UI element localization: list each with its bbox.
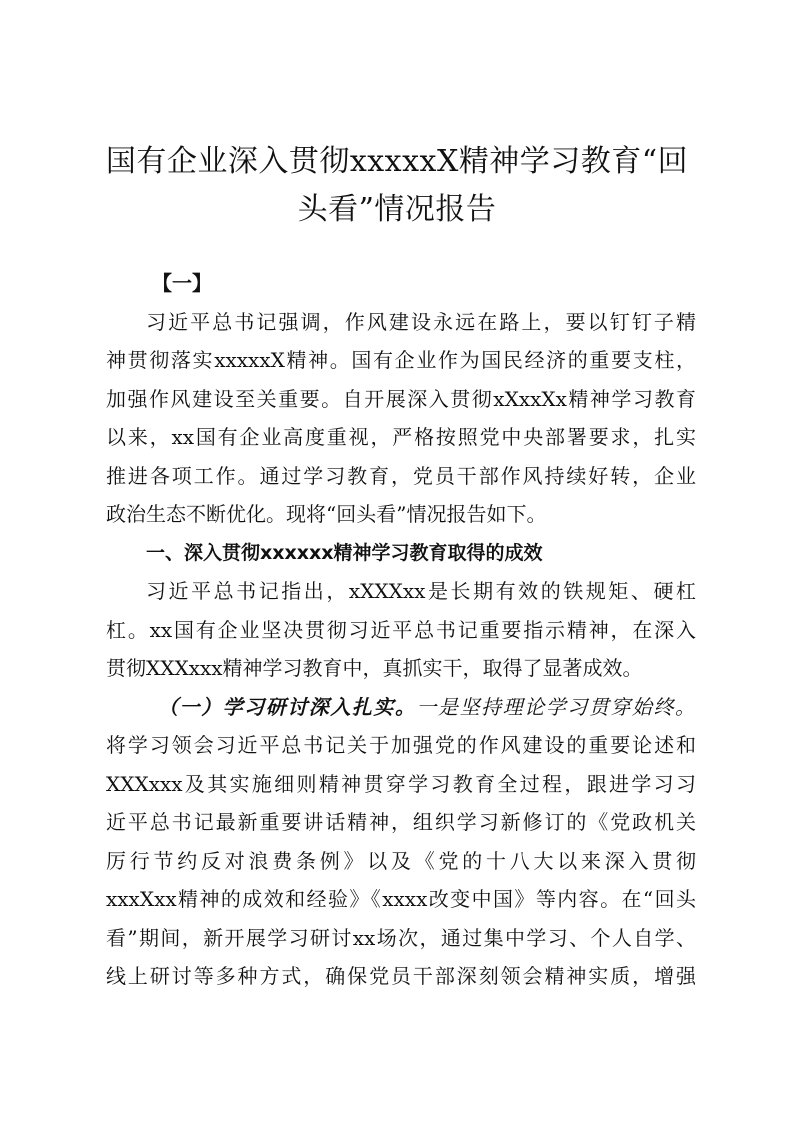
paragraph-3-line-3: 近平总书记最新重要讲话精神，组织学习新修订的《党政机关 [106, 810, 696, 834]
paragraph-2-line-1: 习近平总书记指出，xXXXxx是长期有效的铁规矩、硬杠 [146, 579, 696, 603]
subheading-1-line [106, 688, 696, 727]
paragraph-3-line-6: 看”期间，新开展学习研讨xx场次，通过集中学习、个人自学、 [106, 925, 696, 950]
subheading-1-rest: 一是坚持理论学习贯穿始终。 [416, 694, 696, 719]
document-title [100, 138, 694, 234]
section-label: 【一】 [152, 271, 212, 295]
paragraph-3-line-7: 线上研讨等多种方式，确保党员干部深刻领会精神实质，增强 [106, 964, 696, 988]
heading-1: 一、深入贯彻xxxxxx精神学习教育取得的成效 [146, 541, 543, 564]
document-body [106, 264, 696, 996]
paragraph-2-line-2: 杠。xx国有企业坚决贯彻习近平总书记重要指示精神，在深入 [106, 617, 696, 642]
paragraph-1-line-3: 加强作风建设至关重要。自开展深入贯彻xXxxXx精神学习教育 [106, 386, 696, 411]
paragraph-2-line-3: 贯彻XXXxxx精神学习教育中，真抓实干，取得了显著成效。 [106, 656, 643, 680]
paragraph-1-line-2: 神贯彻落实xxxxxX精神。国有企业作为国民经济的重要支柱， [106, 348, 696, 372]
paragraph-1-line-4: 以来，xx国有企业高度重视，严格按照党中央部署要求，扎实 [106, 425, 696, 449]
paragraph-1-line-1: 习近平总书记强调，作风建设永远在路上，要以钉钉子精 [146, 309, 696, 334]
paragraph-3-line-4: 厉行节约反对浪费条例》以及《党的十八大以来深入贯彻 [106, 848, 696, 873]
subheading-1-label: （一）学习研讨深入扎实。 [158, 694, 417, 719]
paragraph-1-line-6: 政治生态不断优化。现将“回头看”情况报告如下。 [106, 502, 547, 526]
paragraph-3-line-1: 将学习领会习近平总书记关于加强党的作风建设的重要论述和 [106, 733, 696, 757]
paragraph-3-line-2: XXXxxx及其实施细则精神贯穿学习教育全过程，跟进学习习 [106, 771, 696, 796]
paragraph-1-line-5: 推进各项工作。通过学习教育，党员干部作风持续好转，企业 [106, 463, 696, 488]
title-line-2: 头看”情况报告 [297, 192, 497, 227]
title-line-1: 国有企业深入贯彻xxxxxX精神学习教育“回 [105, 144, 689, 179]
paragraph-3-line-5: xxxXxx精神的成效和经验》《xxxx改变中国》等内容。在“回头 [106, 887, 696, 911]
